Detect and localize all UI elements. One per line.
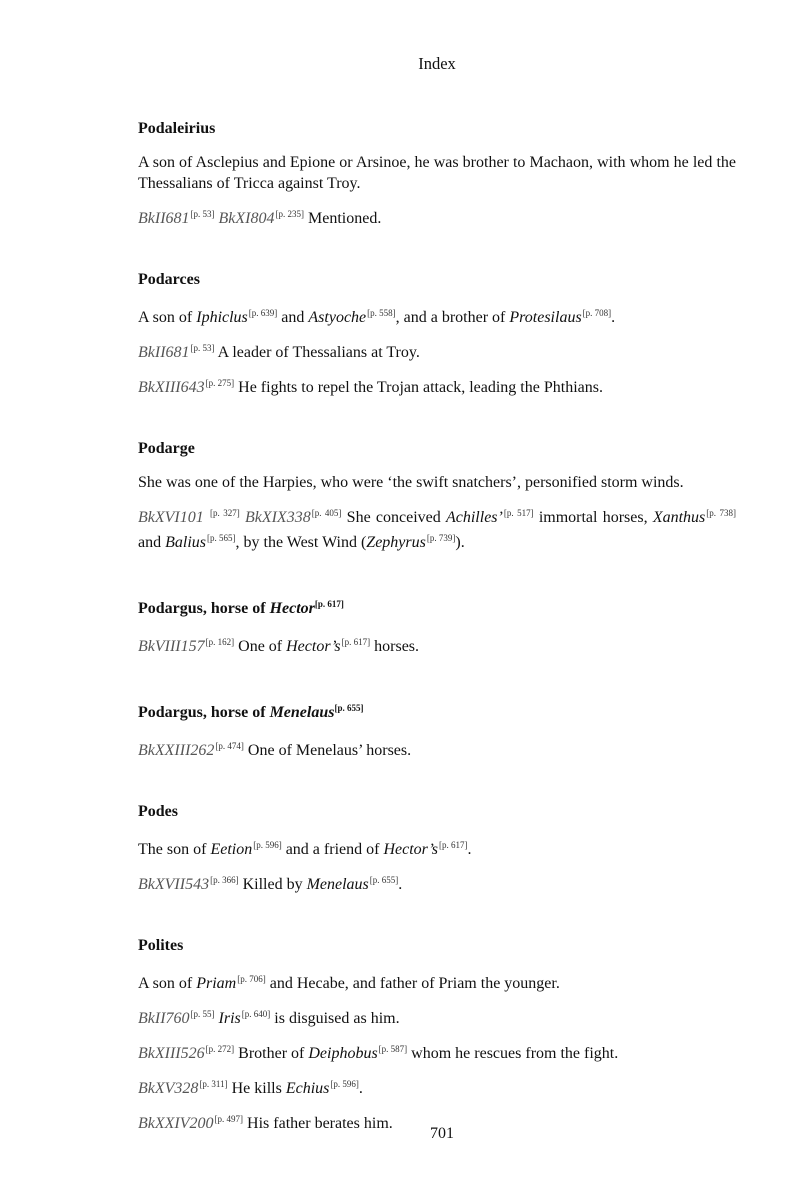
reference-line: BkXVII543[p. 366] Killed by Menelaus[p. 655].: [138, 875, 403, 893]
entry-title: Podargus, horse of Menelaus[p. 655]: [138, 703, 364, 721]
name-link[interactable]: Priam: [196, 975, 237, 992]
entry-description: The son of Eetion[p. 596] and a friend of Hector’s[p. 617].: [138, 840, 472, 858]
entry-title: Podaleirius: [138, 120, 216, 137]
page-reference[interactable]: [p. 617]: [438, 840, 468, 850]
name-link[interactable]: Hector’s: [383, 841, 438, 858]
entry-polites: [138, 935, 736, 1134]
book-reference[interactable]: BkXXIII262: [138, 742, 215, 759]
name-link[interactable]: Deiphobus: [308, 1045, 378, 1062]
page-reference[interactable]: [p. 617]: [314, 599, 344, 609]
name-link[interactable]: Echius: [285, 1080, 330, 1097]
entry-description: She was one of the Harpies, who were ‘the swift snatchers’, personified storm winds.: [138, 474, 684, 491]
reference-line: BkVIII157[p. 162] One of Hector’s[p. 617] horses.: [138, 637, 420, 655]
entry-title: Podarge: [138, 440, 195, 457]
name-link[interactable]: Achilles’: [445, 509, 503, 526]
page-reference[interactable]: [p. 311]: [199, 1079, 228, 1089]
page-reference[interactable]: [p. 565]: [207, 533, 236, 543]
page-reference[interactable]: [p. 739]: [426, 533, 456, 543]
book-reference[interactable]: BkII681: [138, 344, 190, 361]
page-reference[interactable]: [p. 366]: [210, 875, 239, 885]
name-link[interactable]: Astyoche: [308, 309, 367, 326]
book-reference[interactable]: BkXVI101: [138, 509, 204, 526]
reference-line: BkXIII526[p. 272] Brother of Deiphobus[p. 587] whom he rescues from the fight.: [138, 1044, 619, 1062]
reference-line: BkXXIV200[p. 497] His father berates him.: [138, 1114, 393, 1132]
entry-title: Podes: [138, 803, 178, 820]
book-reference[interactable]: BkII681: [138, 210, 190, 227]
name-link[interactable]: Iris: [218, 1010, 241, 1027]
reference-text: Mentioned.: [304, 210, 382, 227]
page-reference[interactable]: [p. 655]: [334, 703, 364, 713]
name-link[interactable]: Iphiclus: [196, 309, 248, 326]
page-reference[interactable]: [p. 235]: [275, 209, 305, 219]
name-link[interactable]: Eetion: [210, 841, 253, 858]
page-reference[interactable]: [p. 55]: [190, 1009, 215, 1019]
page-reference[interactable]: [p. 272]: [205, 1044, 235, 1054]
page-reference[interactable]: [p. 275]: [205, 378, 235, 388]
book-reference[interactable]: BkXV328: [138, 1080, 199, 1097]
page-reference[interactable]: [p. 617]: [341, 637, 371, 647]
title-name-link[interactable]: Menelaus: [269, 704, 335, 721]
entry-podaleirius: [138, 118, 736, 229]
reference-line: [138, 204, 736, 229]
book-reference[interactable]: BkXXIV200: [138, 1115, 214, 1132]
page-reference[interactable]: [p. 587]: [378, 1044, 408, 1054]
book-reference[interactable]: BkXIII526: [138, 1045, 205, 1062]
page-reference[interactable]: [p. 53]: [190, 209, 215, 219]
page-reference[interactable]: [p. 405]: [311, 508, 342, 518]
page-reference[interactable]: [p. 517]: [503, 508, 534, 518]
entry-podes: [138, 801, 736, 895]
entry-description: A son of Priam[p. 706] and Hecabe, and father of Priam the younger.: [138, 974, 560, 992]
page-reference[interactable]: [p. 738]: [706, 508, 737, 518]
entry-podarces: [138, 269, 736, 398]
entry-podargus-hector: [138, 593, 736, 657]
page-number: 701: [430, 1125, 454, 1142]
reference-line: BkXXIII262[p. 474] One of Menelaus’ horses.: [138, 741, 412, 759]
entry-title: Podargus, horse of Hector[p. 617]: [138, 599, 344, 617]
entry-title: Polites: [138, 937, 184, 954]
page-reference[interactable]: [p. 474]: [215, 741, 244, 751]
title-name-link[interactable]: Hector: [269, 600, 315, 617]
page-reference[interactable]: [p. 655]: [369, 875, 399, 885]
reference-line: BkXVI101 [p. 327] BkXIX338[p. 405] She conceived Achilles’[p. 517] immortal horses, Xanthus[p. 738] and Balius[p. 565], by the West Wind (Zephyrus[p. 739]).: [138, 508, 737, 551]
reference-line: BkXV328[p. 311] He kills Echius[p. 596].: [138, 1079, 363, 1097]
name-link[interactable]: Xanthus: [652, 509, 706, 526]
page-reference[interactable]: [p. 162]: [205, 637, 235, 647]
name-link[interactable]: Zephyrus: [366, 534, 426, 551]
page-header: Index: [418, 54, 456, 73]
page-reference[interactable]: [p. 706]: [237, 974, 266, 984]
name-link[interactable]: Hector’s: [286, 638, 341, 655]
entry-description: A son of Asclepius and Epione or Arsinoe, he was brother to Machaon, with whom he led the Thessalians of Tricca against Troy.: [138, 154, 736, 192]
name-link[interactable]: Protesilaus: [509, 309, 582, 326]
page-reference[interactable]: [p. 558]: [367, 308, 396, 318]
page-reference[interactable]: [p. 53]: [190, 343, 215, 353]
entry-podarge: [138, 438, 736, 553]
name-link[interactable]: Balius: [165, 534, 206, 551]
entry-title: Podarces: [138, 271, 200, 288]
book-reference[interactable]: BkII760: [138, 1010, 190, 1027]
page-reference[interactable]: [p. 640]: [241, 1009, 271, 1019]
index-content: [138, 118, 736, 1144]
book-reference[interactable]: BkXI804: [218, 210, 275, 227]
reference-line: BkII760[p. 55] Iris[p. 640] is disguised as him.: [138, 1009, 400, 1027]
book-reference[interactable]: BkVIII157: [138, 638, 205, 655]
reference-line: BkXIII643[p. 275] He fights to repel the Trojan attack, leading the Phthians.: [138, 378, 603, 396]
entry-description: A son of Iphiclus[p. 639] and Astyoche[p. 558], and a brother of Protesilaus[p. 708].: [138, 308, 616, 326]
page-reference[interactable]: [p. 596]: [253, 840, 282, 850]
page-reference[interactable]: [p. 596]: [330, 1079, 359, 1089]
book-reference[interactable]: BkXIX338: [244, 509, 311, 526]
book-reference[interactable]: BkXIII643: [138, 379, 205, 396]
reference-line: BkII681[p. 53] A leader of Thessalians at Troy.: [138, 343, 420, 361]
page-reference[interactable]: [p. 327]: [209, 508, 240, 518]
name-link[interactable]: Menelaus: [306, 876, 369, 893]
entry-podargus-menelaus: [138, 697, 736, 761]
page-reference[interactable]: [p. 708]: [582, 308, 612, 318]
book-reference[interactable]: BkXVII543: [138, 876, 210, 893]
page-reference[interactable]: [p. 497]: [214, 1114, 244, 1124]
page-reference[interactable]: [p. 639]: [248, 308, 278, 318]
